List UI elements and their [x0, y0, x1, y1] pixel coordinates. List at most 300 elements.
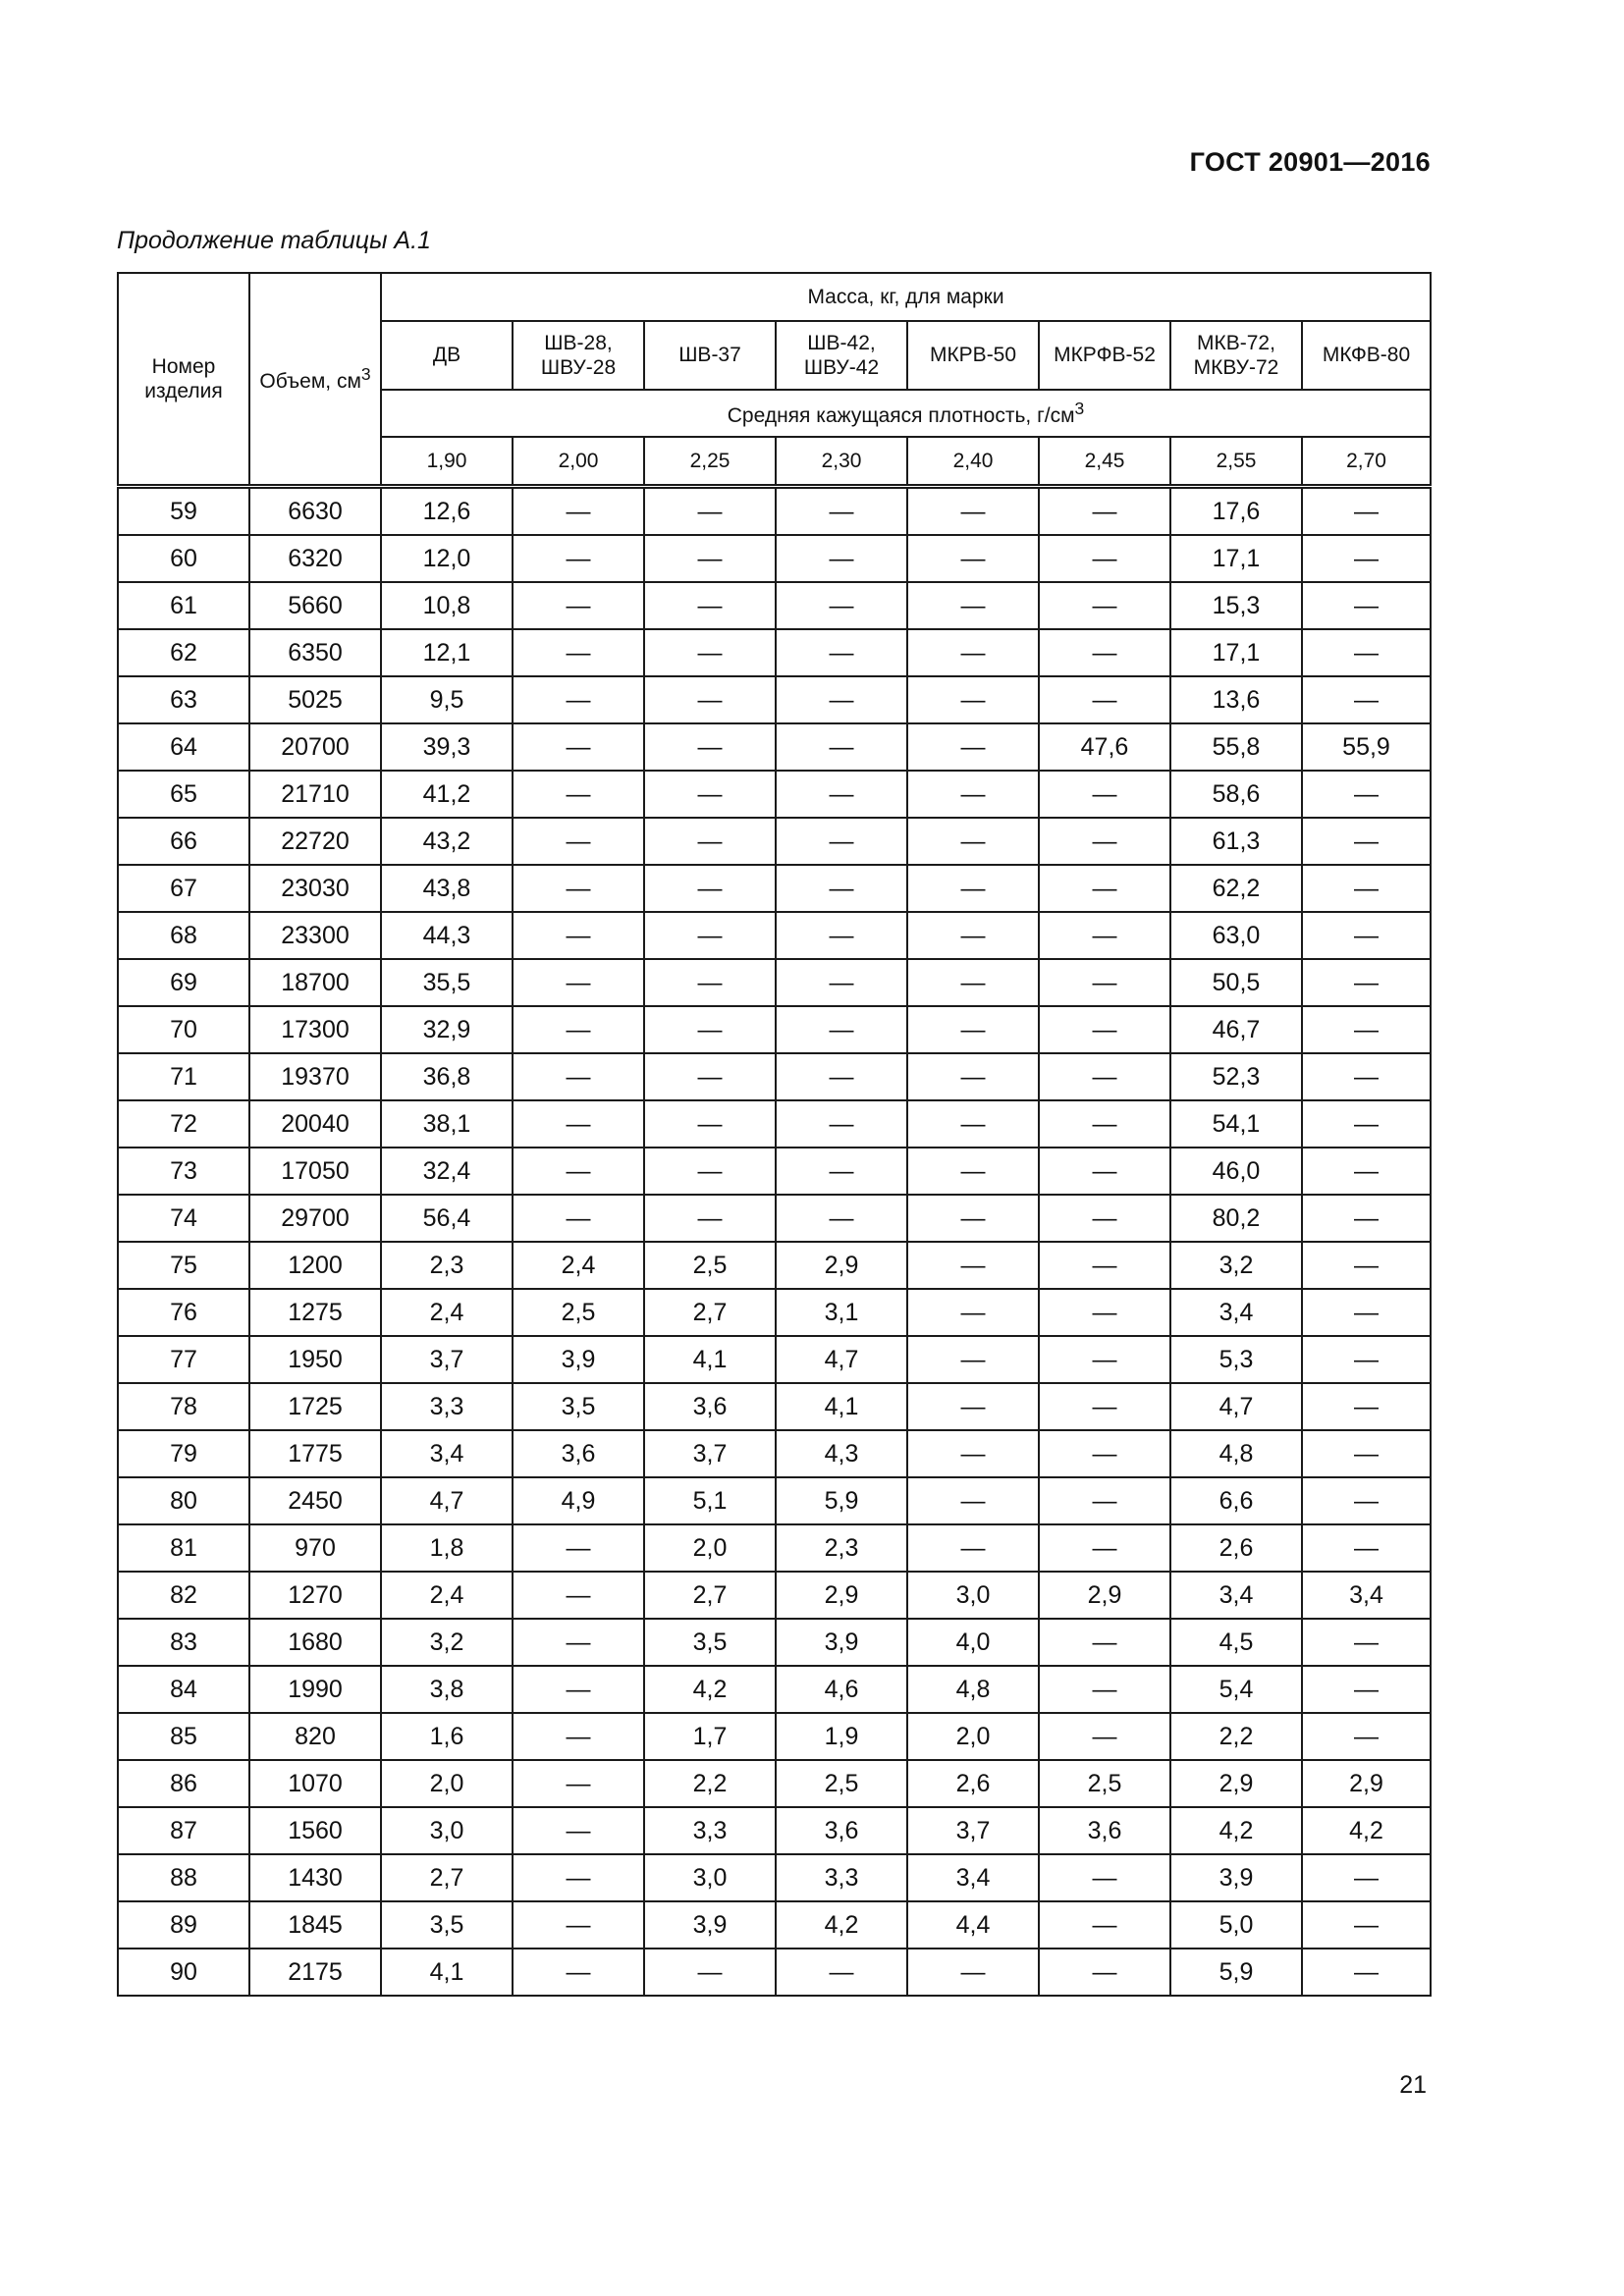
cell-mass: —	[776, 676, 907, 723]
cell-item-number: 88	[118, 1854, 249, 1901]
cell-mass: 2,5	[1039, 1760, 1170, 1807]
cell-mass: 47,6	[1039, 723, 1170, 771]
cell-mass: 3,4	[381, 1430, 513, 1477]
cell-mass: —	[1302, 1901, 1431, 1949]
cell-mass: 17,6	[1170, 487, 1302, 536]
header-brand: МКРВ-50	[907, 321, 1039, 390]
table-row	[118, 959, 1431, 1006]
cell-mass: —	[513, 1195, 644, 1242]
table-header	[118, 273, 1431, 487]
cell-mass: —	[1302, 629, 1431, 676]
cell-mass: —	[907, 1195, 1039, 1242]
cell-mass: 2,5	[776, 1760, 907, 1807]
cell-mass: —	[907, 1289, 1039, 1336]
cell-mass: —	[1302, 818, 1431, 865]
cell-mass: —	[513, 535, 644, 582]
cell-mass: —	[1039, 771, 1170, 818]
cell-mass: —	[1039, 1949, 1170, 1996]
cell-volume: 1725	[249, 1383, 381, 1430]
cell-mass: —	[1039, 1289, 1170, 1336]
cell-volume: 2175	[249, 1949, 381, 1996]
cell-mass: —	[1039, 676, 1170, 723]
cell-volume: 19370	[249, 1053, 381, 1100]
cell-mass: 3,6	[776, 1807, 907, 1854]
cell-mass: —	[1039, 912, 1170, 959]
cell-mass: —	[907, 1006, 1039, 1053]
cell-mass: —	[907, 1383, 1039, 1430]
cell-mass: 4,9	[513, 1477, 644, 1524]
cell-item-number: 75	[118, 1242, 249, 1289]
cell-item-number: 74	[118, 1195, 249, 1242]
cell-mass: —	[644, 582, 776, 629]
cell-mass: —	[513, 912, 644, 959]
cell-item-number: 83	[118, 1619, 249, 1666]
cell-mass: 2,0	[381, 1760, 513, 1807]
cell-mass: 4,3	[776, 1430, 907, 1477]
cell-item-number: 71	[118, 1053, 249, 1100]
cell-mass: —	[1302, 865, 1431, 912]
cell-mass: 2,9	[1039, 1572, 1170, 1619]
cell-mass: —	[513, 1666, 644, 1713]
cell-mass: —	[644, 912, 776, 959]
cell-mass: 32,9	[381, 1006, 513, 1053]
table-row	[118, 1760, 1431, 1807]
table-row	[118, 676, 1431, 723]
cell-mass: 3,2	[381, 1619, 513, 1666]
cell-mass: 55,8	[1170, 723, 1302, 771]
cell-mass: 39,3	[381, 723, 513, 771]
cell-mass: 46,7	[1170, 1006, 1302, 1053]
cell-mass: —	[1302, 1148, 1431, 1195]
cell-item-number: 80	[118, 1477, 249, 1524]
table-row	[118, 1477, 1431, 1524]
header-volume	[249, 273, 381, 487]
cell-mass: 2,5	[513, 1289, 644, 1336]
cell-item-number: 73	[118, 1148, 249, 1195]
cell-volume: 17300	[249, 1006, 381, 1053]
cell-mass: —	[776, 582, 907, 629]
cell-volume: 20700	[249, 723, 381, 771]
cell-mass: —	[1039, 535, 1170, 582]
header-brand: МКВ-72, МКВУ-72	[1170, 321, 1302, 390]
cell-mass: —	[513, 1053, 644, 1100]
header-item-number: Номер изделия	[118, 273, 249, 487]
cell-mass: 80,2	[1170, 1195, 1302, 1242]
cell-item-number: 76	[118, 1289, 249, 1336]
header-density-value: 2,30	[776, 437, 907, 487]
cell-item-number: 72	[118, 1100, 249, 1148]
cell-mass: —	[513, 1006, 644, 1053]
table-row	[118, 1100, 1431, 1148]
cell-mass: 13,6	[1170, 676, 1302, 723]
cell-mass: —	[907, 1524, 1039, 1572]
cell-mass: —	[907, 1949, 1039, 1996]
cell-mass: 46,0	[1170, 1148, 1302, 1195]
cell-mass: —	[776, 771, 907, 818]
table-row	[118, 582, 1431, 629]
cell-mass: 2,3	[381, 1242, 513, 1289]
cell-mass: 2,9	[776, 1242, 907, 1289]
cell-mass: —	[513, 1572, 644, 1619]
cell-volume: 820	[249, 1713, 381, 1760]
cell-mass: 4,1	[644, 1336, 776, 1383]
cell-volume: 1270	[249, 1572, 381, 1619]
cell-mass: —	[1302, 1383, 1431, 1430]
cell-mass: —	[1039, 1430, 1170, 1477]
cell-mass: —	[1302, 1430, 1431, 1477]
cell-mass: —	[513, 1100, 644, 1148]
cell-mass: —	[907, 535, 1039, 582]
cell-volume: 22720	[249, 818, 381, 865]
cell-mass: 3,0	[644, 1854, 776, 1901]
cell-volume: 1430	[249, 1854, 381, 1901]
table-row	[118, 1383, 1431, 1430]
cell-mass: 5,3	[1170, 1336, 1302, 1383]
cell-mass: 3,5	[381, 1901, 513, 1949]
cell-mass: —	[1039, 1713, 1170, 1760]
cell-volume: 1680	[249, 1619, 381, 1666]
cell-volume: 23300	[249, 912, 381, 959]
cell-mass: —	[513, 676, 644, 723]
cell-mass: 2,5	[644, 1242, 776, 1289]
cell-mass: 35,5	[381, 959, 513, 1006]
cell-mass: —	[907, 629, 1039, 676]
header-density-value: 2,25	[644, 437, 776, 487]
header-density-value: 2,55	[1170, 437, 1302, 487]
table-row	[118, 1572, 1431, 1619]
cell-mass: —	[513, 818, 644, 865]
cell-item-number: 86	[118, 1760, 249, 1807]
header-density-value: 2,70	[1302, 437, 1431, 487]
cell-mass: 1,7	[644, 1713, 776, 1760]
cell-mass: —	[1302, 535, 1431, 582]
table-row	[118, 818, 1431, 865]
cell-mass: —	[513, 1713, 644, 1760]
cell-mass: 2,0	[644, 1524, 776, 1572]
cell-mass: —	[907, 1148, 1039, 1195]
cell-mass: 38,1	[381, 1100, 513, 1148]
cell-volume: 20040	[249, 1100, 381, 1148]
cell-volume: 1200	[249, 1242, 381, 1289]
cell-mass: —	[1039, 582, 1170, 629]
cell-mass: 1,6	[381, 1713, 513, 1760]
header-volume-sup: 3	[360, 363, 371, 384]
cell-mass: 4,8	[1170, 1430, 1302, 1477]
cell-mass: 4,5	[1170, 1619, 1302, 1666]
cell-mass: 52,3	[1170, 1053, 1302, 1100]
cell-mass: 2,2	[644, 1760, 776, 1807]
cell-item-number: 63	[118, 676, 249, 723]
cell-mass: —	[907, 1336, 1039, 1383]
cell-mass: —	[1302, 912, 1431, 959]
cell-mass: —	[513, 1619, 644, 1666]
cell-mass: 4,2	[644, 1666, 776, 1713]
table-row	[118, 723, 1431, 771]
cell-mass: 3,6	[1039, 1807, 1170, 1854]
cell-mass: 2,9	[1170, 1760, 1302, 1807]
cell-mass: 2,4	[513, 1242, 644, 1289]
table-row	[118, 771, 1431, 818]
header-density-value: 2,45	[1039, 437, 1170, 487]
cell-mass: 4,6	[776, 1666, 907, 1713]
table-row	[118, 912, 1431, 959]
cell-mass: 4,8	[907, 1666, 1039, 1713]
cell-mass: —	[1039, 1854, 1170, 1901]
cell-mass: 5,0	[1170, 1901, 1302, 1949]
cell-mass: 63,0	[1170, 912, 1302, 959]
cell-mass: —	[513, 629, 644, 676]
cell-mass: —	[1302, 676, 1431, 723]
cell-volume: 21710	[249, 771, 381, 818]
cell-mass: —	[776, 1148, 907, 1195]
header-brand: МКРФВ-52	[1039, 321, 1170, 390]
table-row	[118, 1053, 1431, 1100]
cell-mass: —	[1039, 1336, 1170, 1383]
cell-mass: —	[644, 1949, 776, 1996]
cell-mass: —	[907, 582, 1039, 629]
table-row	[118, 1289, 1431, 1336]
cell-mass: 5,4	[1170, 1666, 1302, 1713]
header-density-value: 1,90	[381, 437, 513, 487]
cell-mass: —	[907, 1100, 1039, 1148]
cell-mass: 4,7	[776, 1336, 907, 1383]
cell-mass: —	[1302, 1477, 1431, 1524]
cell-mass: —	[644, 865, 776, 912]
cell-mass: 5,1	[644, 1477, 776, 1524]
cell-mass: 41,2	[381, 771, 513, 818]
cell-mass: 58,6	[1170, 771, 1302, 818]
cell-mass: —	[907, 676, 1039, 723]
cell-mass: 3,9	[644, 1901, 776, 1949]
cell-mass: —	[513, 771, 644, 818]
cell-item-number: 81	[118, 1524, 249, 1572]
cell-mass: 2,6	[907, 1760, 1039, 1807]
header-brand: ШВ-37	[644, 321, 776, 390]
cell-mass: —	[644, 959, 776, 1006]
table-body	[118, 487, 1431, 1997]
cell-mass: 3,4	[1302, 1572, 1431, 1619]
cell-mass: 3,7	[381, 1336, 513, 1383]
cell-item-number: 66	[118, 818, 249, 865]
cell-mass: —	[907, 723, 1039, 771]
cell-mass: —	[513, 1524, 644, 1572]
cell-mass: —	[776, 912, 907, 959]
cell-mass: 56,4	[381, 1195, 513, 1242]
cell-mass: —	[1039, 1619, 1170, 1666]
cell-mass: 3,7	[907, 1807, 1039, 1854]
cell-mass: —	[776, 865, 907, 912]
cell-mass: —	[644, 1006, 776, 1053]
cell-mass: —	[1039, 1100, 1170, 1148]
cell-mass: —	[1039, 865, 1170, 912]
cell-mass: —	[1302, 1854, 1431, 1901]
cell-volume: 18700	[249, 959, 381, 1006]
cell-mass: 3,5	[513, 1383, 644, 1430]
cell-mass: 4,1	[776, 1383, 907, 1430]
cell-mass: —	[1302, 487, 1431, 536]
cell-mass: —	[1302, 1289, 1431, 1336]
cell-mass: 32,4	[381, 1148, 513, 1195]
cell-mass: —	[513, 487, 644, 536]
cell-mass: 43,8	[381, 865, 513, 912]
header-brand: ДВ	[381, 321, 513, 390]
cell-mass: —	[1039, 1477, 1170, 1524]
cell-mass: 4,2	[776, 1901, 907, 1949]
cell-mass: 2,7	[644, 1289, 776, 1336]
mass-table	[117, 272, 1432, 1997]
cell-mass: 10,8	[381, 582, 513, 629]
header-brand: ШВ-28, ШВУ-28	[513, 321, 644, 390]
cell-item-number: 64	[118, 723, 249, 771]
table-row	[118, 1430, 1431, 1477]
table-row	[118, 487, 1431, 536]
cell-mass: —	[1302, 1619, 1431, 1666]
cell-mass: 3,8	[381, 1666, 513, 1713]
cell-volume: 1070	[249, 1760, 381, 1807]
cell-mass: —	[1302, 1949, 1431, 1996]
cell-mass: —	[644, 723, 776, 771]
page-number: 21	[1399, 2071, 1427, 2099]
cell-mass: 2,2	[1170, 1713, 1302, 1760]
cell-mass: —	[1039, 959, 1170, 1006]
cell-item-number: 60	[118, 535, 249, 582]
header-density-value: 2,00	[513, 437, 644, 487]
cell-mass: 3,1	[776, 1289, 907, 1336]
cell-volume: 5025	[249, 676, 381, 723]
cell-mass: —	[513, 723, 644, 771]
cell-mass: 3,2	[1170, 1242, 1302, 1289]
cell-mass: —	[776, 1053, 907, 1100]
cell-mass: —	[907, 1430, 1039, 1477]
cell-mass: 5,9	[1170, 1949, 1302, 1996]
cell-mass: 62,2	[1170, 865, 1302, 912]
header-mass-group: Масса, кг, для марки	[381, 273, 1431, 321]
cell-item-number: 90	[118, 1949, 249, 1996]
cell-mass: 17,1	[1170, 535, 1302, 582]
density-label-text: Средняя кажущаяся плотность, г/см	[727, 403, 1075, 427]
header-volume-label: Объем, см	[259, 369, 361, 393]
cell-mass: —	[1039, 818, 1170, 865]
cell-mass: —	[1302, 1524, 1431, 1572]
cell-mass: —	[1039, 629, 1170, 676]
cell-item-number: 70	[118, 1006, 249, 1053]
cell-mass: —	[907, 487, 1039, 536]
cell-mass: 17,1	[1170, 629, 1302, 676]
cell-mass: 3,0	[907, 1572, 1039, 1619]
cell-mass: 44,3	[381, 912, 513, 959]
cell-mass: —	[907, 1242, 1039, 1289]
cell-mass: —	[1302, 1006, 1431, 1053]
cell-mass: 3,0	[381, 1807, 513, 1854]
cell-volume: 1950	[249, 1336, 381, 1383]
cell-volume: 970	[249, 1524, 381, 1572]
cell-mass: —	[1302, 1242, 1431, 1289]
cell-mass: —	[776, 1195, 907, 1242]
cell-mass: —	[1302, 1336, 1431, 1383]
cell-item-number: 65	[118, 771, 249, 818]
cell-mass: 2,4	[381, 1572, 513, 1619]
cell-mass: 2,4	[381, 1289, 513, 1336]
header-brand: ШВ-42, ШВУ-42	[776, 321, 907, 390]
cell-mass: 4,2	[1170, 1807, 1302, 1854]
cell-item-number: 89	[118, 1901, 249, 1949]
cell-mass: —	[513, 1854, 644, 1901]
cell-mass: —	[776, 535, 907, 582]
cell-mass: —	[907, 912, 1039, 959]
cell-mass: —	[1039, 1006, 1170, 1053]
cell-item-number: 69	[118, 959, 249, 1006]
header-brand: МКФВ-80	[1302, 321, 1431, 390]
table-row	[118, 1713, 1431, 1760]
cell-mass: —	[1302, 1053, 1431, 1100]
cell-volume: 1990	[249, 1666, 381, 1713]
cell-item-number: 79	[118, 1430, 249, 1477]
cell-mass: 3,7	[644, 1430, 776, 1477]
cell-mass: 1,8	[381, 1524, 513, 1572]
cell-volume: 23030	[249, 865, 381, 912]
cell-mass: —	[1039, 1148, 1170, 1195]
density-label-sup: 3	[1074, 398, 1085, 418]
table-row	[118, 1807, 1431, 1854]
cell-mass: —	[776, 818, 907, 865]
cell-mass: —	[1039, 1053, 1170, 1100]
cell-mass: —	[776, 1949, 907, 1996]
cell-mass: —	[776, 629, 907, 676]
cell-mass: —	[776, 723, 907, 771]
cell-mass: —	[644, 535, 776, 582]
cell-mass: 5,9	[776, 1477, 907, 1524]
cell-mass: —	[776, 1100, 907, 1148]
cell-item-number: 82	[118, 1572, 249, 1619]
cell-item-number: 78	[118, 1383, 249, 1430]
cell-mass: 54,1	[1170, 1100, 1302, 1148]
cell-mass: —	[1302, 771, 1431, 818]
table-row	[118, 1901, 1431, 1949]
table-row	[118, 1148, 1431, 1195]
cell-mass: 2,3	[776, 1524, 907, 1572]
cell-mass: 2,7	[381, 1854, 513, 1901]
cell-item-number: 87	[118, 1807, 249, 1854]
cell-volume: 1845	[249, 1901, 381, 1949]
cell-mass: —	[1302, 582, 1431, 629]
cell-mass: 3,4	[907, 1854, 1039, 1901]
cell-volume: 17050	[249, 1148, 381, 1195]
table-row	[118, 1949, 1431, 1996]
cell-mass: —	[907, 818, 1039, 865]
cell-mass: —	[1039, 1383, 1170, 1430]
cell-mass: —	[513, 1807, 644, 1854]
cell-mass: —	[776, 959, 907, 1006]
cell-volume: 1560	[249, 1807, 381, 1854]
cell-volume: 1775	[249, 1430, 381, 1477]
table-row	[118, 1195, 1431, 1242]
cell-mass: 9,5	[381, 676, 513, 723]
cell-volume: 6350	[249, 629, 381, 676]
table-row	[118, 535, 1431, 582]
cell-item-number: 67	[118, 865, 249, 912]
table-row	[118, 1242, 1431, 1289]
cell-volume: 6320	[249, 535, 381, 582]
cell-item-number: 61	[118, 582, 249, 629]
cell-mass: 3,6	[513, 1430, 644, 1477]
cell-item-number: 84	[118, 1666, 249, 1713]
cell-mass: —	[776, 1006, 907, 1053]
table-row	[118, 1524, 1431, 1572]
cell-mass: —	[513, 865, 644, 912]
cell-mass: —	[513, 1901, 644, 1949]
cell-mass: —	[644, 487, 776, 536]
cell-mass: 2,9	[1302, 1760, 1431, 1807]
